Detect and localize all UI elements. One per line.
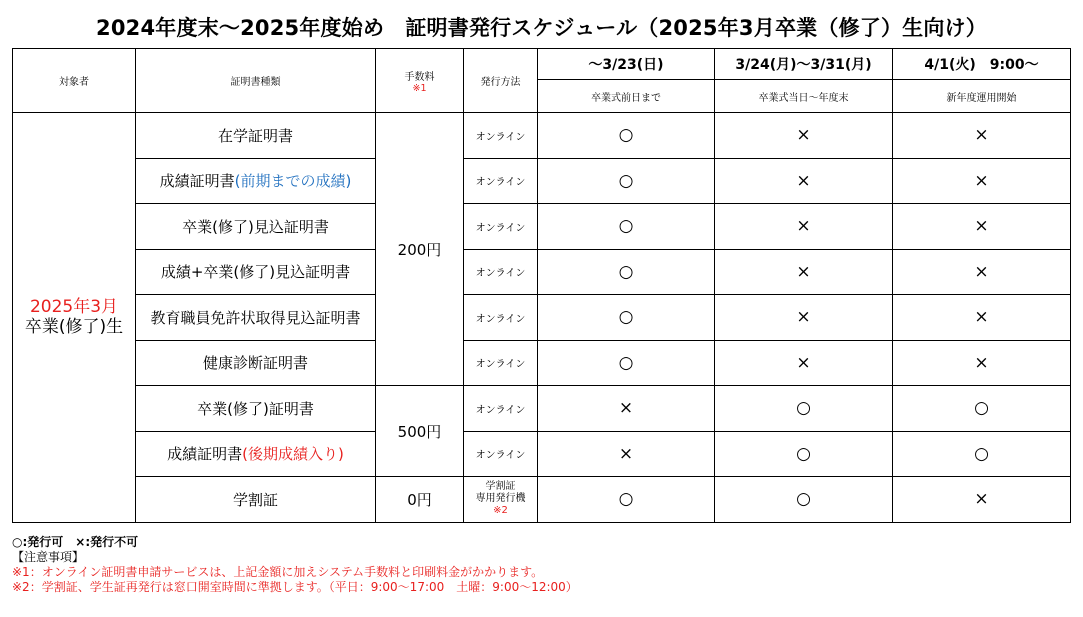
header-method: 発行方法 <box>464 49 538 113</box>
header-period-3-sub: 新年度運用開始 <box>893 80 1071 113</box>
mark-cell: × <box>715 158 893 204</box>
doc-name: 在学証明書 <box>136 113 376 159</box>
method-cell: オンライン <box>464 158 538 204</box>
header-period-2-date: 3/24(月)～3/31(月) <box>715 49 893 80</box>
method-cell: オンライン <box>464 386 538 432</box>
table-row <box>13 113 1071 159</box>
fee-cell: 500円 <box>376 386 464 477</box>
schedule-table-wrapper <box>12 48 1071 523</box>
method-cell: オンライン <box>464 113 538 159</box>
table-row <box>13 295 1071 341</box>
mark-cell: × <box>715 340 893 386</box>
table-row <box>13 386 1071 432</box>
mark-cell: × <box>538 386 715 432</box>
mark-cell: ○ <box>538 249 715 295</box>
method-line2: 専用発行機 <box>475 493 526 505</box>
doc-name-main: 成績証明書 <box>159 172 235 191</box>
doc-name <box>136 158 376 204</box>
doc-name: 成績+卒業(修了)見込証明書 <box>136 249 376 295</box>
mark-cell: × <box>893 249 1071 295</box>
mark-cell: ○ <box>538 113 715 159</box>
doc-name-extra: (後期成績入り) <box>242 445 344 464</box>
table-row <box>13 204 1071 250</box>
method-cell: オンライン <box>464 204 538 250</box>
doc-name: 卒業(修了)証明書 <box>136 386 376 432</box>
header-period-1-date: ～3/23(日) <box>538 49 715 80</box>
header-target: 対象者 <box>13 49 136 113</box>
header-period-1-sub: 卒業式前日まで <box>538 80 715 113</box>
mark-cell: × <box>715 249 893 295</box>
notes-title: 【注意事項】 <box>12 550 85 564</box>
mark-cell: × <box>893 204 1071 250</box>
method-cell: オンライン <box>464 431 538 477</box>
header-fee-label: 手数料 <box>404 71 435 83</box>
method-cell: オンライン <box>464 340 538 386</box>
table-row <box>13 158 1071 204</box>
mark-cell: × <box>893 158 1071 204</box>
mark-cell: × <box>715 204 893 250</box>
doc-name: 健康診断証明書 <box>136 340 376 386</box>
mark-cell: ○ <box>538 204 715 250</box>
mark-cell: × <box>893 340 1071 386</box>
method-cell: オンライン <box>464 249 538 295</box>
mark-cell: ○ <box>538 477 715 523</box>
legend: ○:発行可 ×:発行不可 <box>12 535 139 549</box>
mark-cell: × <box>715 295 893 341</box>
method-line1: 学割証 <box>485 481 516 493</box>
table-row <box>13 249 1071 295</box>
target-group-year: 2025年3月 <box>29 297 119 318</box>
table-row <box>13 431 1071 477</box>
footer-notes <box>12 535 578 595</box>
note-2: ※2：学割証、学生証再発行は窓口開室時間に準拠します。（平日：9:00～17:00 土曜：9:00～12:00） <box>12 580 578 594</box>
mark-cell: ○ <box>538 340 715 386</box>
mark-cell: × <box>538 431 715 477</box>
schedule-table <box>12 48 1071 523</box>
doc-name-extra: (前期までの成績) <box>234 172 352 191</box>
fee-cell: 200円 <box>376 113 464 386</box>
mark-cell: × <box>893 295 1071 341</box>
note-1: ※1：オンライン証明書申請サービスは、上記金額に加えシステム手数料と印刷料金がかかります。 <box>12 565 544 579</box>
doc-name: 学割証 <box>136 477 376 523</box>
header-fee <box>376 49 464 113</box>
method-cell: オンライン <box>464 295 538 341</box>
target-group-label: 卒業(修了)生 <box>24 317 124 338</box>
mark-cell: ○ <box>893 431 1071 477</box>
table-row <box>13 477 1071 523</box>
mark-cell: ○ <box>538 295 715 341</box>
doc-name-main: 成績証明書 <box>167 445 243 464</box>
method-note: ※2 <box>493 505 508 517</box>
mark-cell: ○ <box>893 386 1071 432</box>
target-group-cell <box>13 113 136 523</box>
doc-name: 教育職員免許状取得見込証明書 <box>136 295 376 341</box>
fee-cell: 0円 <box>376 477 464 523</box>
mark-cell: × <box>893 113 1071 159</box>
header-period-2-sub: 卒業式当日～年度末 <box>715 80 893 113</box>
mark-cell: ○ <box>538 158 715 204</box>
mark-cell: × <box>893 477 1071 523</box>
method-cell <box>464 477 538 523</box>
doc-name: 卒業(修了)見込証明書 <box>136 204 376 250</box>
page-title: 2024年度末～2025年度始め 証明書発行スケジュール（2025年3月卒業（修了）生向け） <box>96 16 987 40</box>
doc-name <box>136 431 376 477</box>
mark-cell: ○ <box>715 386 893 432</box>
header-doc-type: 証明書種類 <box>136 49 376 113</box>
mark-cell: ○ <box>715 477 893 523</box>
header-fee-note: ※1 <box>412 82 427 94</box>
mark-cell: × <box>715 113 893 159</box>
mark-cell: ○ <box>715 431 893 477</box>
header-period-3-date: 4/1(火) 9:00～ <box>893 49 1071 80</box>
table-row <box>13 340 1071 386</box>
